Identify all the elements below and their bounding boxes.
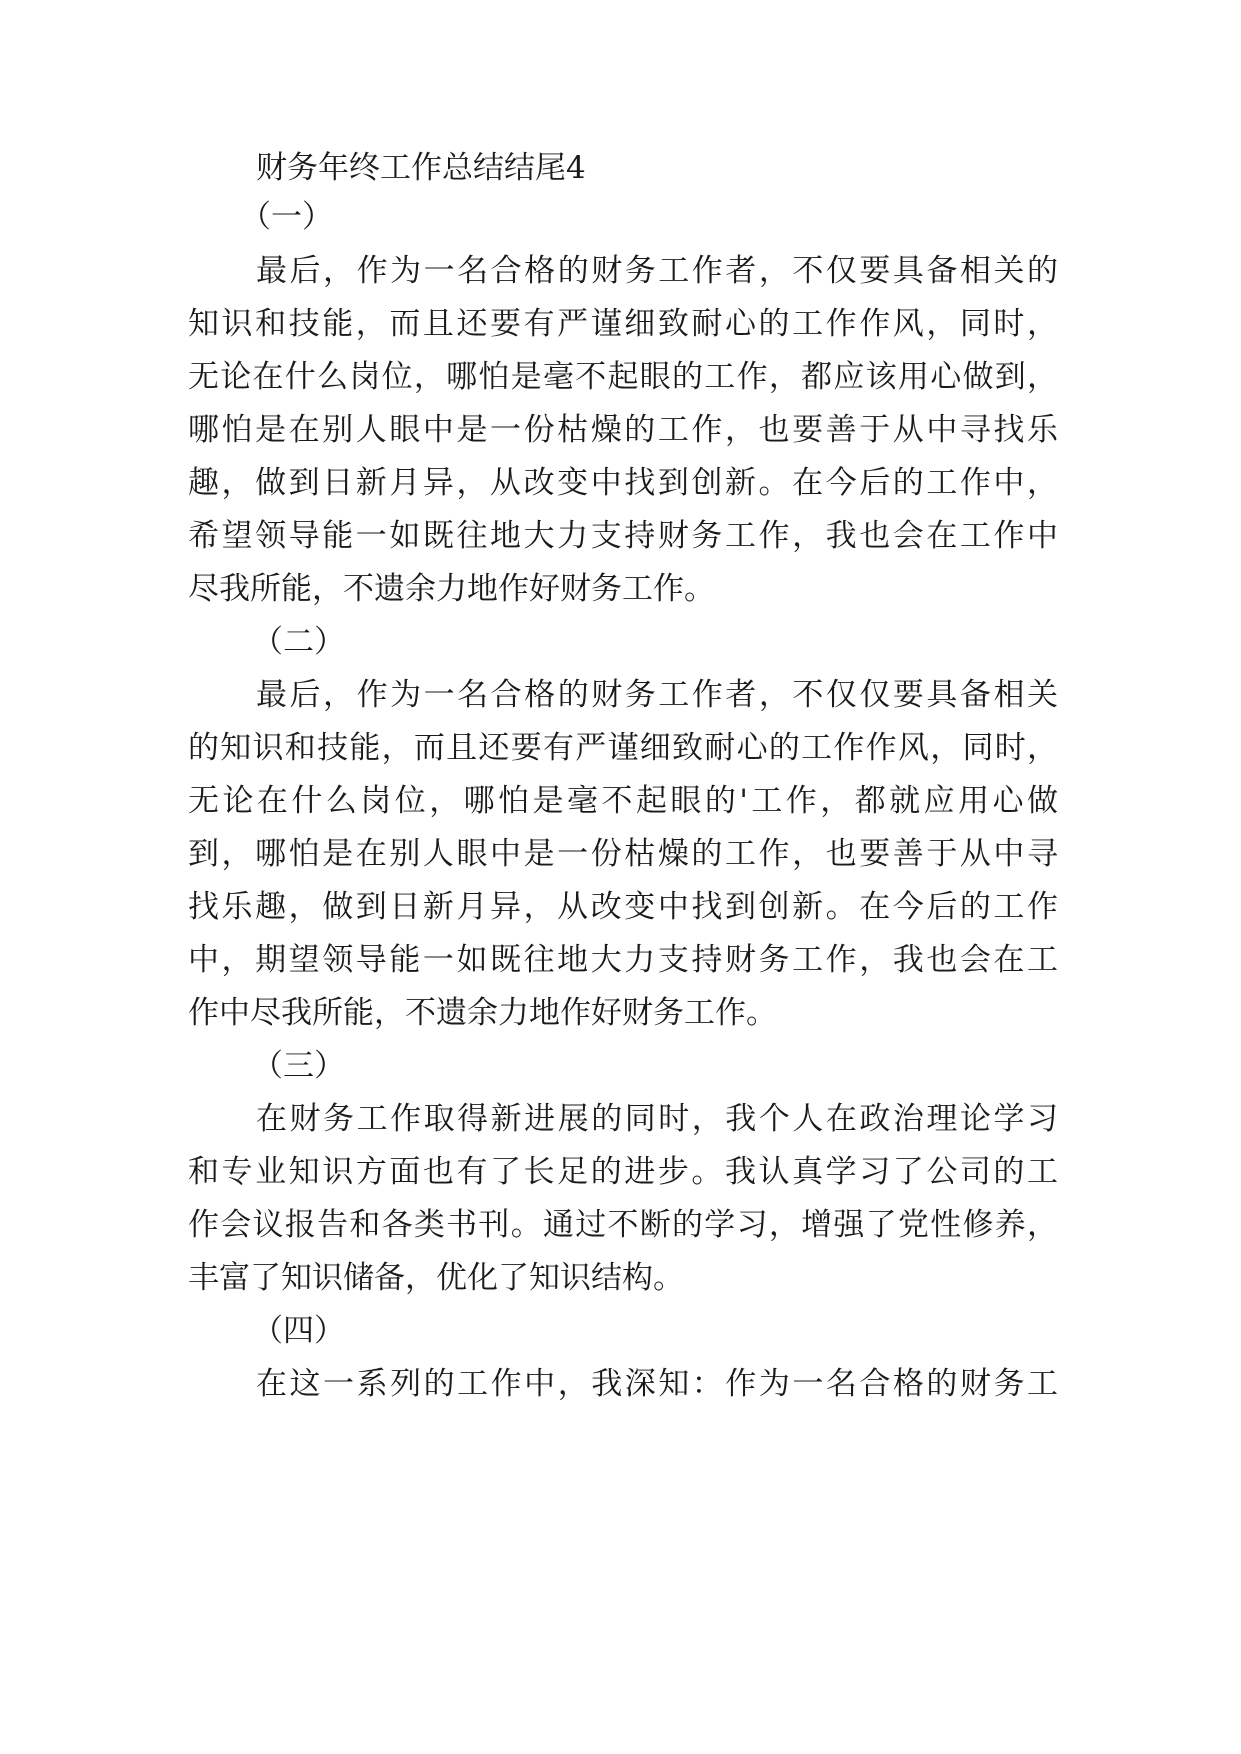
- paragraph-line: 找乐趣，做到日新月异，从改变中找到创新。在今后的工作: [188, 889, 1058, 925]
- paragraph-line: 作会议报告和各类书刊。通过不断的学习，增强了党性修养，: [188, 1207, 1058, 1243]
- paragraph-line: 丰富了知识储备，优化了知识结构。: [188, 1260, 684, 1296]
- paragraph-line: 作中尽我所能，不遗余力地作好财务工作。: [188, 995, 777, 1031]
- document-title: 财务年终工作总结结尾4: [256, 150, 586, 186]
- section-heading-2: （二）: [252, 624, 345, 660]
- paragraph-line: 在这一系列的工作中，我深知：作为一名合格的财务工: [256, 1366, 1058, 1402]
- paragraph-line: 最后，作为一名合格的财务工作者，不仅要具备相关的: [256, 253, 1058, 289]
- paragraph-line: 希望领导能一如既往地大力支持财务工作，我也会在工作中: [188, 518, 1058, 554]
- section-heading-1: （一）: [240, 199, 333, 235]
- paragraph-line: 和专业知识方面也有了长足的进步。我认真学习了公司的工: [188, 1154, 1058, 1190]
- paragraph-line: 趣，做到日新月异，从改变中找到创新。在今后的工作中，: [188, 465, 1058, 501]
- paragraph-line: 中，期望领导能一如既往地大力支持财务工作，我也会在工: [188, 942, 1058, 978]
- paragraph-line: 哪怕是在别人眼中是一份枯燥的工作，也要善于从中寻找乐: [188, 412, 1058, 448]
- paragraph-line: 无论在什么岗位，哪怕是毫不起眼的工作，都应该用心做到，: [188, 359, 1058, 395]
- paragraph-line: 到，哪怕是在别人眼中是一份枯燥的工作，也要善于从中寻: [188, 836, 1058, 872]
- paragraph-line: 知识和技能，而且还要有严谨细致耐心的工作作风，同时，: [188, 306, 1058, 342]
- paragraph-line: 的知识和技能，而且还要有严谨细致耐心的工作作风，同时，: [188, 730, 1058, 766]
- paragraph-line: 最后，作为一名合格的财务工作者，不仅仅要具备相关: [256, 677, 1058, 713]
- paragraph-line: 在财务工作取得新进展的同时，我个人在政治理论学习: [256, 1101, 1058, 1137]
- paragraph-line: 尽我所能，不遗余力地作好财务工作。: [188, 571, 715, 607]
- paragraph-line: 无论在什么岗位，哪怕是毫不起眼的'工作，都就应用心做: [188, 783, 1058, 819]
- section-heading-3: （三）: [252, 1048, 345, 1084]
- section-heading-4: （四）: [252, 1313, 345, 1349]
